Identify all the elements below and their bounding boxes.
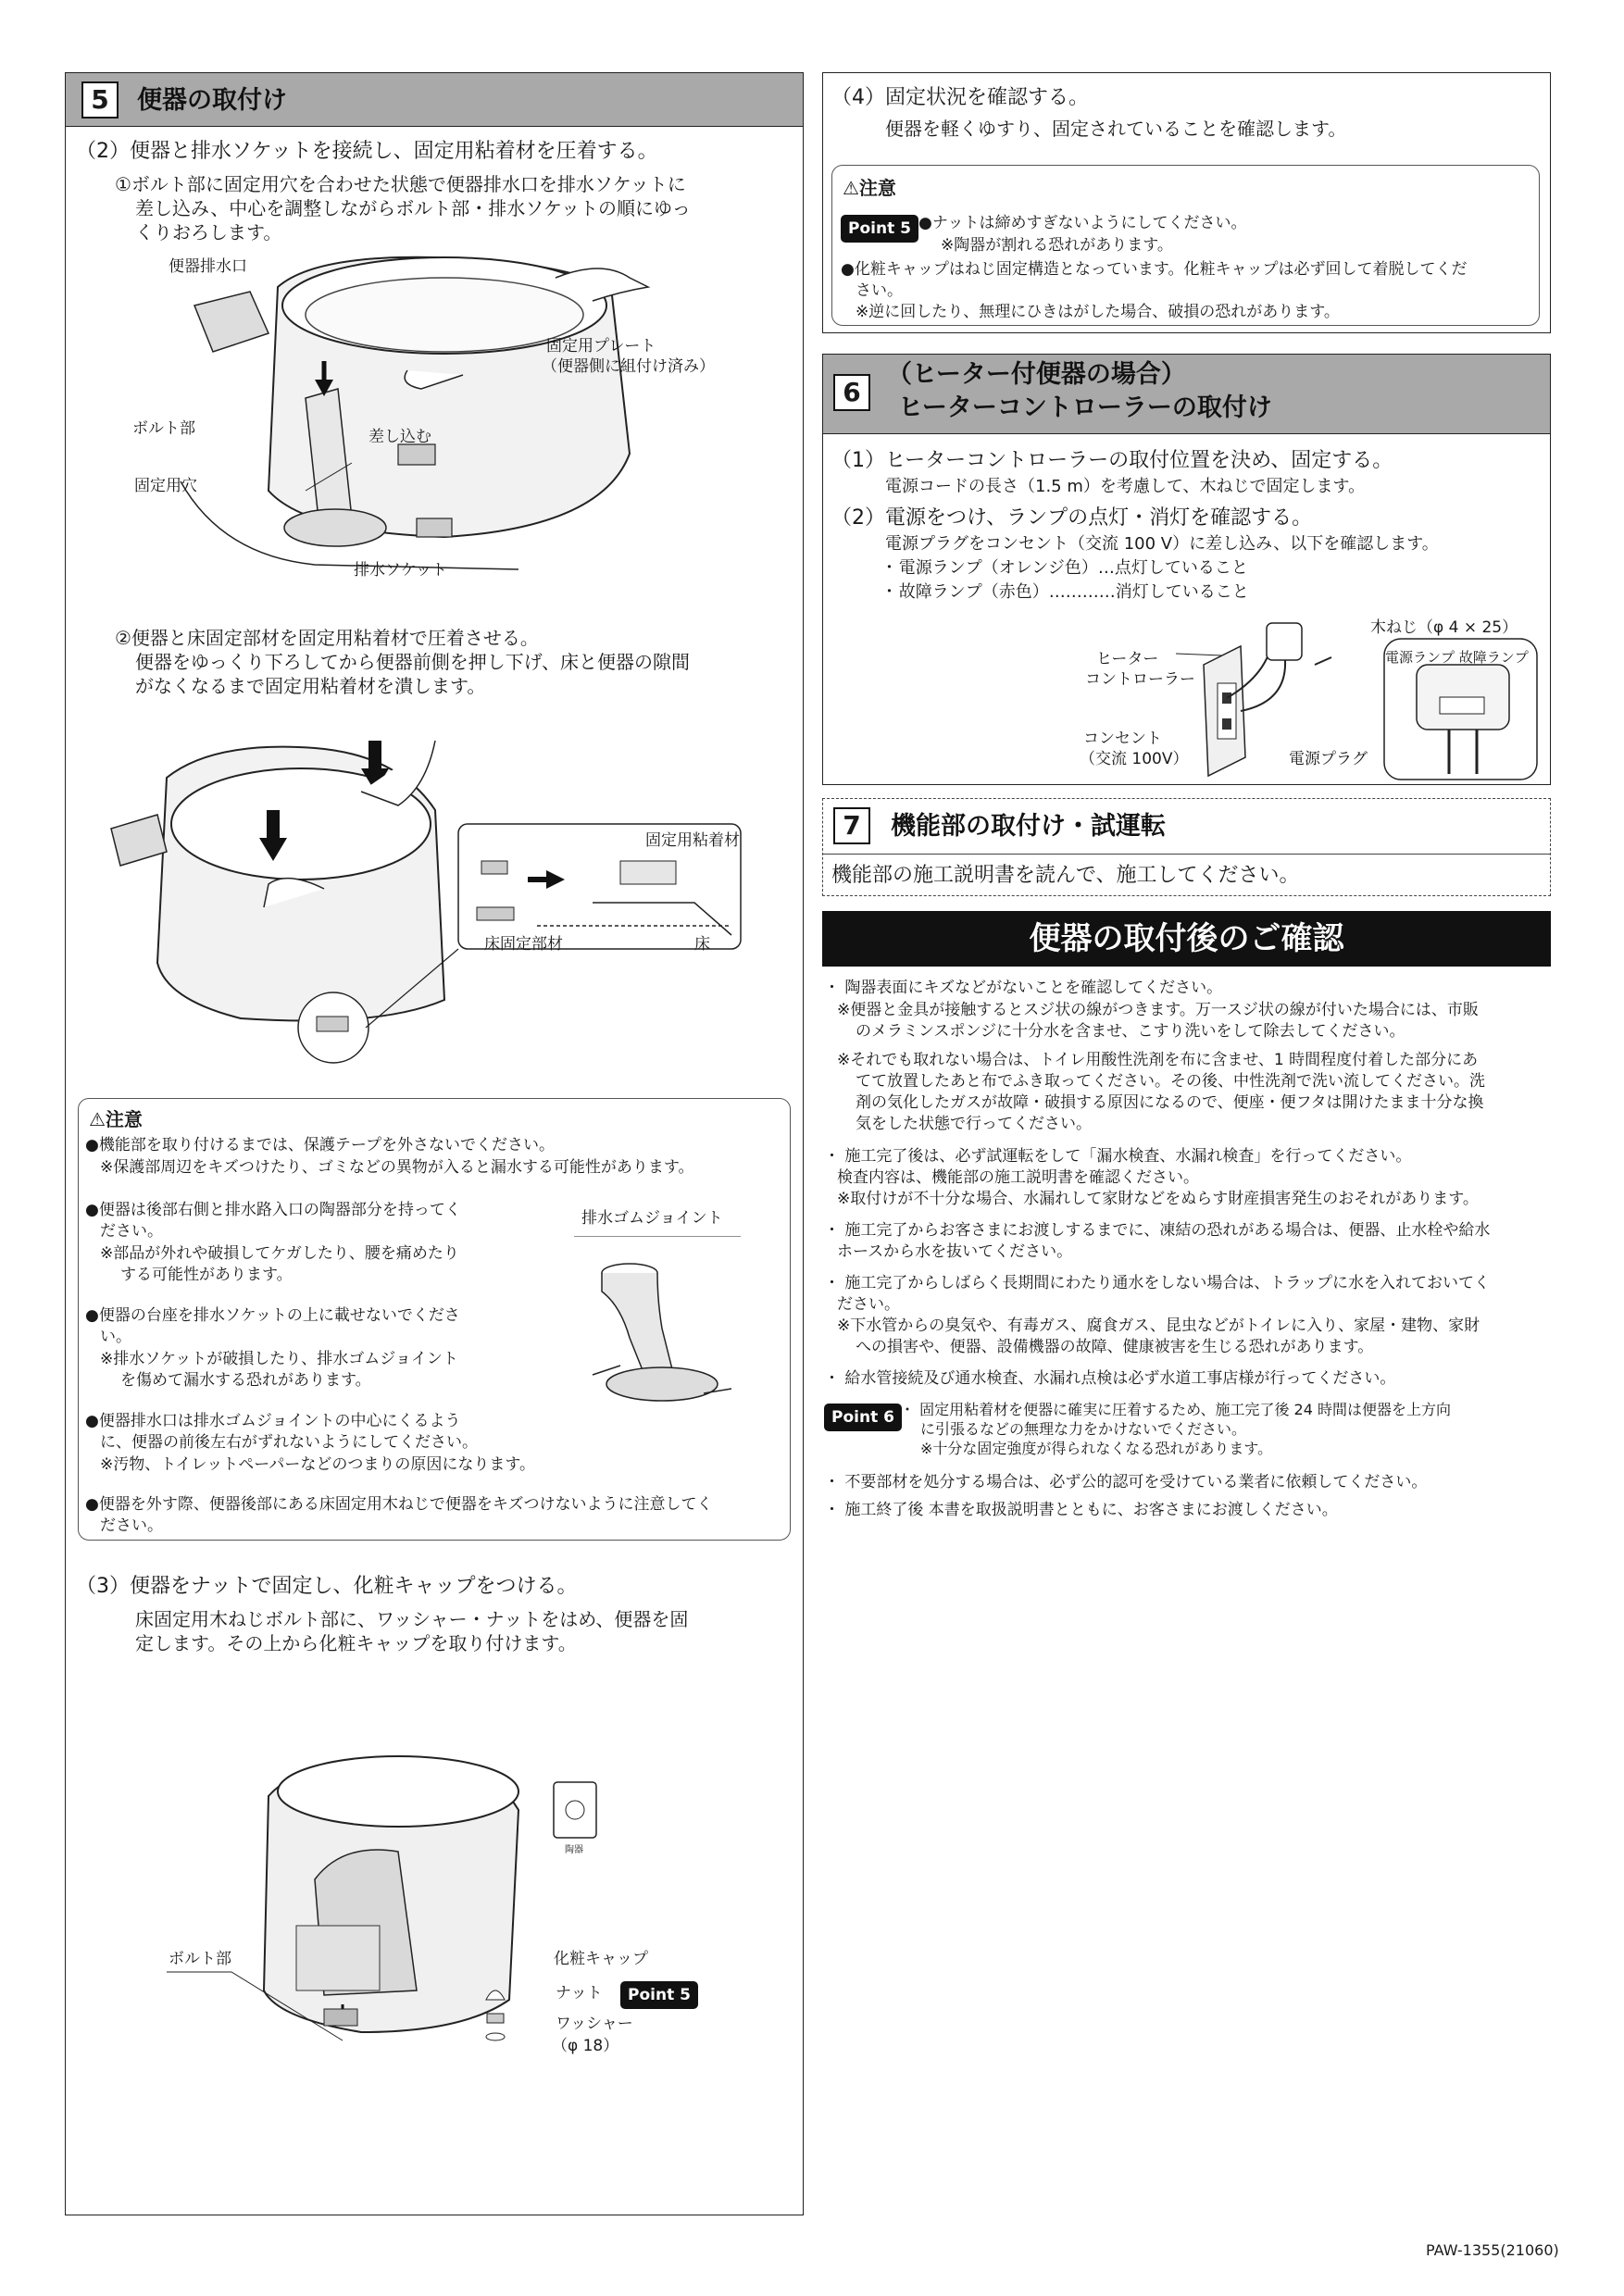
sec6-step1-title: （1）ヒーターコントローラーの取付位置を決め、固定する。 <box>831 449 1393 472</box>
section-7-line: 機能部の施工説明書を読んで、施工してください。 <box>831 864 1300 887</box>
caution-left-b5b: ださい。 <box>100 1516 163 1535</box>
label-adhesive: 固定用粘着材 <box>645 831 740 850</box>
label-washer: ワッシャー <box>556 2015 633 2033</box>
section-7-number: 7 <box>833 807 870 844</box>
after-install-banner <box>822 911 1551 967</box>
after-p4: ・ 施工完了からしばらく長期間にわたり通水をしない場合は、トラップに水を入れておいてく <box>824 1274 1491 1292</box>
after-p1n2a: ※それでも取れない場合は、トイレ用酸性洗剤を布に含ませ、1 時間程度付着した部分にあ <box>837 1051 1479 1069</box>
label-floor-member: 床固定部材 <box>484 935 563 954</box>
after-p1n1a: ※便器と金具が接触するとスジ状の線がつきます。万一スジ状の線が付いた場合には、市販 <box>837 1001 1479 1019</box>
step-3-line2: 定します。その上から化粧キャップを取り付けます。 <box>135 1632 577 1654</box>
document-code: PAW-1355(21060) <box>1426 2241 1559 2259</box>
label-heater-1: ヒーター <box>1096 650 1159 668</box>
toilet-install-illustration <box>167 250 704 593</box>
label-bolt: ボルト部 <box>132 419 195 438</box>
label-washer-size: （φ 18） <box>552 2037 619 2055</box>
after-p2b: 検査内容は、機能部の施工説明書を確認ください。 <box>837 1168 1199 1187</box>
step-2-1-line1: ①ボルト部に固定用穴を合わせた状態で便器排水口を排水ソケットに <box>115 173 686 195</box>
after-p4n1: ※下水管からの臭気や、有毒ガス、腐食ガス、昆虫などがトイレに入り、家屋・建物、家財 <box>837 1316 1480 1335</box>
caution-right-c2b: さい。 <box>856 281 903 300</box>
caution-left-b2n2: する可能性があります。 <box>120 1266 293 1284</box>
step-2-1-line2: 差し込み、中心を調整しながらボルト部・排水ソケットの順にゆっ <box>135 197 691 219</box>
after-p2n: ※取付けが不十分な場合、水漏れして家財などをぬらす財産損害発生のおそれがあります。 <box>837 1190 1479 1208</box>
label-nut: ナット <box>556 1984 603 2003</box>
label-plug: 電源プラグ <box>1289 750 1368 768</box>
caution-right-c2a: ●化粧キャップはねじ固定構造となっています。化粧キャップは必ず回して着脱してくだ <box>841 260 1468 279</box>
caution-left-b4n: ※汚物、トイレットペーパーなどのつまりの原因になります。 <box>100 1455 536 1474</box>
rubber-joint-illustration <box>574 1236 741 1412</box>
sec6-step2-title: （2）電源をつけ、ランプの点灯・消灯を確認する。 <box>831 506 1313 530</box>
caution-left-b3a: ●便器の台座を排水ソケットの上に載せないでくださ <box>85 1306 460 1325</box>
caution-right-c1: ●ナットは締めすぎないようにしてください。 <box>918 214 1247 232</box>
caution-left-b2a: ●便器は後部右側と排水路入口の陶器部分を持ってく <box>85 1201 461 1219</box>
sec6-step1-line: 電源コードの長さ（1.5 m）を考慮して、木ねじで固定します。 <box>885 477 1366 496</box>
sec6-step2-b2: ･ 故障ランプ（赤色）…………消灯していること <box>885 582 1249 602</box>
after-p4n2: への損害や、便器、設備機器の故障、健康被害を生じる恐れがあります。 <box>856 1338 1374 1356</box>
caution-left-b1n: ※保護部周辺をキズつけたり、ゴミなどの異物が入ると漏水する可能性があります。 <box>100 1158 694 1177</box>
after-install-banner-text: 便器の取付後のご確認 <box>1029 920 1344 957</box>
caution-left-title: ⚠注意 <box>89 1108 143 1130</box>
step-2-2-line1: ②便器と床固定部材を固定用粘着材で圧着させる。 <box>115 627 539 649</box>
label-outlet-1: コンセント <box>1083 730 1162 748</box>
label-hole: 固定用穴 <box>134 477 197 495</box>
caution-left-b1: ●機能部を取り付けるまでは、保護テープを外さないでください。 <box>85 1136 555 1154</box>
caution-left-b4b: に、便器の前後左右がずれないようにしてください。 <box>100 1433 478 1452</box>
step-3-line1: 床固定用木ねじボルト部に、ワッシャー・ナットをはめ、便器を固 <box>135 1608 689 1630</box>
after-p7: ・ 不要部材を処分する場合は、必ず公的認可を受けている業者に依頼してください。 <box>824 1473 1428 1491</box>
label-socket: 排水ソケット <box>354 561 447 580</box>
step-3-title: （3）便器をナットで固定し、化粧キャップをつける。 <box>76 1575 578 1598</box>
after-p3a: ・ 施工完了からお客さまにお渡しするまでに、凍結の恐れがある場合は、便器、止水栓や給水 <box>824 1221 1491 1240</box>
after-p4b: ださい。 <box>837 1295 900 1314</box>
toilet-press-illustration <box>102 722 750 1102</box>
after-p6b: に引張るなどの無理な力をかけないでください。 <box>920 1420 1247 1438</box>
point-5-badge-left: Point 5 <box>620 1981 698 2009</box>
caution-right-c1n: ※陶器が割れる恐れがあります。 <box>941 236 1173 255</box>
label-plate1: 固定用プレート <box>546 337 656 356</box>
step-4-line: 便器を軽くゆすり、固定されていることを確認します。 <box>885 118 1347 140</box>
label-outlet: 便器排水口 <box>169 257 247 276</box>
section-5-number: 5 <box>81 81 119 119</box>
label-insert: 差し込む <box>369 428 431 446</box>
step-2-2-line2: 便器をゆっくり下ろしてから便器前側を押し下げ、床と便器の隙間 <box>135 651 690 673</box>
step-4-title: （4）固定状況を確認する。 <box>831 86 1089 109</box>
step-2-1-line3: くりおろします。 <box>135 221 282 243</box>
after-p6a: ・ 固定用粘着材を便器に確実に圧着するため、施工完了後 24 時間は便器を上方向 <box>900 1401 1451 1418</box>
after-p6n: ※十分な固定強度が得られなくなる恐れがあります。 <box>920 1440 1273 1457</box>
label-outlet-2: （交流 100V） <box>1080 750 1189 768</box>
caution-left-b5a: ●便器を外す際、便器後部にある床固定用木ねじで便器をキズつけないように注意してく <box>85 1495 713 1514</box>
after-p8: ・ 施工終了後 本書を取扱説明書とともに、お客さまにお渡しください。 <box>824 1501 1338 1519</box>
after-p1n2d: 気をした状態で行ってください。 <box>856 1115 1092 1133</box>
caution-right-title: ⚠注意 <box>843 177 896 199</box>
label-floor: 床 <box>694 935 710 954</box>
label-cap: 化粧キャップ <box>554 1950 648 1968</box>
after-p5: ・ 給水管接続及び通水検査、水漏れ点検は必ず水道工事店様が行ってください。 <box>824 1369 1396 1388</box>
section-6-title-1: （ヒーター付便器の場合） <box>887 360 1186 389</box>
after-p3b: ホースから水を抜いてください。 <box>837 1242 1073 1261</box>
caution-left-b3b: い。 <box>100 1328 131 1346</box>
label-bolt-2: ボルト部 <box>169 1950 231 1968</box>
section-6-number: 6 <box>833 374 870 411</box>
section-7-title: 機能部の取付け・試運転 <box>891 812 1166 841</box>
caution-left-b2n1: ※部品が外れや破損してケガしたり、腰を痛めたり <box>100 1244 459 1263</box>
caution-left-b2b: ださい。 <box>100 1222 163 1241</box>
caution-right-c2n: ※逆に回したり、無理にひきはがした場合、破損の恐れがあります。 <box>856 303 1340 321</box>
step-2-2-line3: がなくなるまで固定用粘着材を潰します。 <box>135 675 486 697</box>
after-p1n2b: てて放置したあと布でふき取ってください。その後、中性洗剤で洗い流してください。洗 <box>856 1072 1485 1091</box>
caution-left-b3n1: ※排水ソケットが破損したり、排水ゴムジョイント <box>100 1350 458 1368</box>
step-2-title: （2）便器と排水ソケットを接続し、固定用粘着材を圧着する。 <box>76 140 658 163</box>
after-p1n2c: 剤の気化したガスが故障・破損する原因になるので、便座・便フタは開けたまま十分な換 <box>856 1093 1484 1112</box>
section-5-title: 便器の取付け <box>137 86 287 115</box>
label-plate2: （便器側に組付け済み） <box>542 357 715 376</box>
caution-left-b3n2: を傷めて漏水する恐れがあります。 <box>120 1371 371 1390</box>
section-7-divider <box>823 854 1550 855</box>
label-lamps: 電源ランプ 故障ランプ <box>1385 649 1529 666</box>
leader-line-bolt <box>167 1970 352 2044</box>
after-p1: ・ 陶器表面にキズなどがないことを確認してください。 <box>824 979 1223 997</box>
sec6-step2-line: 電源プラグをコンセント（交流 100 V）に差し込み、以下を確認します。 <box>885 534 1439 554</box>
label-ceramic: 陶器 <box>565 1845 583 1855</box>
label-rubber-joint: 排水ゴムジョイント <box>581 1209 723 1228</box>
point-6-badge: Point 6 <box>824 1404 902 1431</box>
caution-left-b4a: ●便器排水口は排水ゴムジョイントの中心にくるよう <box>85 1412 461 1430</box>
cap-nut-washer-icons <box>481 1977 509 2051</box>
label-heater-2: コントローラー <box>1085 670 1195 689</box>
point-5-badge-right: Point 5 <box>841 215 918 243</box>
after-p1n1b: のメラミンスポンジに十分水を含ませ、こすり洗いをして除去してください。 <box>856 1022 1405 1041</box>
section-6-title-2: ヒーターコントローラーの取付け <box>898 393 1272 422</box>
label-screw: 木ねじ（φ 4 × 25） <box>1370 618 1518 637</box>
after-p2a: ・ 施工完了後は、必ず試運転をして「漏水検査、水漏れ検査」を行ってください。 <box>824 1147 1412 1166</box>
sec6-step2-b1: ･ 電源ランプ（オレンジ色）…点灯していること <box>885 558 1248 578</box>
